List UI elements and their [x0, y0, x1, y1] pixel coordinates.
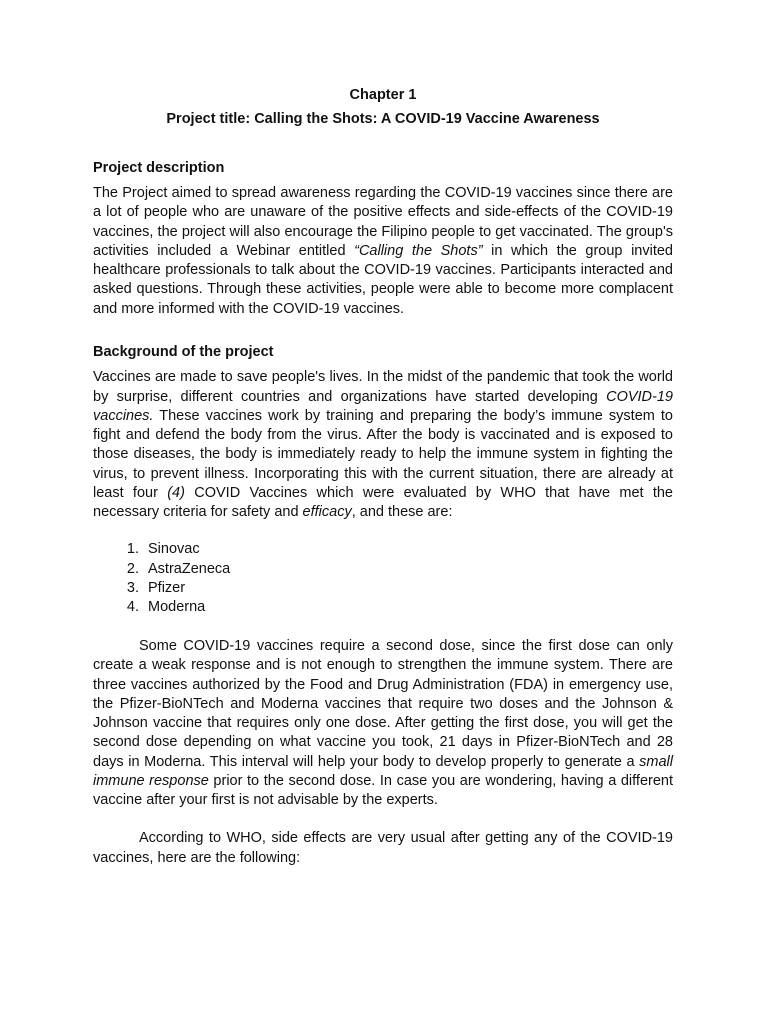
list-item-number: 3. — [126, 579, 139, 596]
side-effects-paragraph: According to WHO, side effects are very usual after getting any of the COVID-19 vaccines, here are the following: — [93, 830, 673, 866]
vaccine-list — [93, 540, 673, 617]
list-item-label: Sinovac — [148, 541, 200, 558]
project-description-text — [93, 184, 673, 319]
description-text-2: in which the group invited healthcare professionals to talk about the COVID-19 vaccines. Participants interacted and asked questions. Through these activities, people were able to become more complacent and more informed with the COVID-19 vaccines. — [93, 242, 673, 317]
dose-paragraph — [93, 637, 673, 810]
list-item-number: 2. — [126, 560, 139, 577]
dose-italic-1: small immune response — [93, 753, 673, 789]
list-item — [93, 540, 673, 559]
list-item-label: AstraZeneca — [148, 560, 231, 577]
list-item — [93, 598, 673, 617]
dose-text-2: prior to the second dose. In case you are wondering, having a different vaccine after your first is not advisable by the experts. — [93, 772, 673, 809]
list-item-label: Moderna — [148, 598, 206, 615]
background-italic-1: COVID-19 vaccines. — [93, 388, 673, 424]
chapter-heading: Chapter 1 — [349, 87, 417, 103]
background-text-3: COVID Vaccines which were evaluated by WHO that have met the necessary criteria for safety and — [93, 484, 674, 521]
background-italic-2: (4) — [167, 484, 185, 501]
document-page — [93, 86, 673, 868]
project-description-heading: Project description — [93, 159, 225, 176]
webinar-name: “Calling the Shots” — [354, 242, 483, 259]
list-item-number: 1. — [126, 541, 139, 558]
project-title: Project title: Calling the Shots: A COVID-19 Vaccine Awareness — [166, 111, 600, 128]
background-text — [93, 368, 673, 522]
background-italic-3: efficacy — [302, 504, 352, 521]
list-item-label: Pfizer — [148, 579, 186, 596]
description-text-1: The Project aimed to spread awareness regarding the COVID-19 vaccines since there are a lot of people who are unaware of the positive effects and side-effects of the COVID-19 vaccines, the project will also encourage the Filipino people to get vaccinated. The group's activities included a Webinar entitled — [93, 185, 673, 259]
background-text-1: Vaccines are made to save people's lives. In the midst of the pandemic that took the world by surprise, different countries and organizations have started developing — [93, 369, 673, 405]
dose-text-1: Some COVID-19 vaccines require a second dose, since the first dose can only create a weak response and is not enough to strengthen the immune system. There are three vaccines authorized by the Food and Drug Administration (FDA) in emergency use, the Pfizer-BioNTech and Moderna vaccines that require two doses and the Johnson & Johnson vaccine that requires only one dose. After getting the first dose, you will get the second dose depending on what vaccine you took, 21 days in Pfizer-BioNTech and 28 days in Moderna. This interval will help your body to develop properly to generate a — [93, 638, 673, 770]
background-text-4: , and these are: — [351, 504, 453, 521]
background-text-2: These vaccines work by training and preparing the body’s immune system to fight and defend the body from the virus. After the body is vaccinated and is exposed to those diseases, the body is immediately ready to help the immune system in fighting the virus, to prevent illness. Incorporating this with the current situation, there are already at least four — [93, 407, 673, 501]
background-heading: Background of the project — [93, 343, 274, 360]
list-item — [93, 560, 673, 579]
list-item — [93, 579, 673, 598]
list-item-number: 4. — [126, 598, 139, 615]
